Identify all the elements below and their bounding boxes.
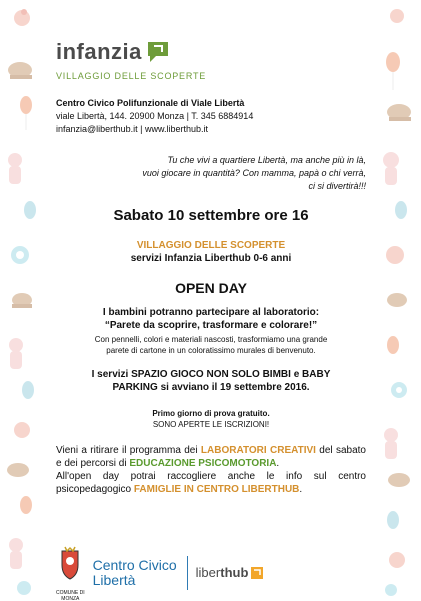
cta-text: del sabato e dei percorsi di [56, 445, 366, 469]
infanzia-logo [56, 30, 366, 81]
toy-border-left [0, 0, 50, 601]
logo-wordmark: infanzia [56, 39, 142, 64]
cta-highlight-famiglie: FAMIGLIE IN CENTRO LIBERTHUB [133, 484, 300, 495]
cta-paragraph [56, 444, 366, 470]
cta-text: . [276, 458, 280, 469]
services-start [56, 368, 366, 394]
crest-label: MONZA [61, 596, 80, 601]
lab-line: “Parete da scoprire, trasformare e colorare!” [104, 320, 318, 331]
contact-address: viale Libertà, 144. 20900 Monza | T. 345 6884914 [56, 111, 254, 121]
toy-border-right [371, 0, 421, 601]
lab-line: I bambini potranno partecipare al laboratorio: [102, 307, 320, 318]
contact-web: infanzia@liberthub.it | www.liberthub.it [56, 124, 209, 134]
monza-crest [56, 543, 85, 601]
cta-text: All'open day potrai raccogliere anche le info sul centro psicopedagogico [56, 471, 366, 495]
intro-line: vuoi giocare in quantità? Con mamma, papà o chi verrà, [142, 168, 366, 178]
enrollment-line: SONO APERTE LE ISCRIZIONI! [152, 420, 270, 429]
crest-icon [56, 543, 84, 585]
trial-info [56, 408, 366, 430]
cta-highlight-psico: EDUCAZIONE PSICOMOTORIA [129, 458, 277, 469]
centro-civico-logo [93, 558, 177, 588]
event-services: servizi Infanzia Liberthub 0-6 anni [130, 253, 292, 264]
footer-logos [56, 550, 386, 601]
liberthub-text-bold: thub [220, 565, 249, 580]
liberthub-text: liber [195, 565, 221, 580]
intro-line: Tu che vivi a quartiere Libertà, ma anche più in là, [167, 155, 366, 165]
event-date: Sabato 10 settembre ore 16 [113, 207, 309, 224]
intro-rhyme [56, 154, 366, 193]
logo-tagline: VILLAGGIO DELLE SCOPERTE [56, 71, 207, 81]
intro-line: ci si divertirà!!! [308, 181, 366, 191]
cta-highlight-labs: LABORATORI CREATIVI [200, 445, 316, 456]
event-place: VILLAGGIO DELLE SCOPERTE [136, 240, 286, 251]
event-title: OPEN DAY [175, 280, 247, 296]
contact-block [56, 97, 366, 136]
civic-line: Libertà [92, 571, 136, 588]
trial-line: Primo giorno di prova gratuito. [152, 409, 270, 418]
cta-paragraph [56, 470, 366, 496]
contact-name: Centro Civico Polifunzionale di Viale Libertà [56, 98, 245, 108]
flyer-content [56, 30, 366, 496]
services-line: PARKING si avviano il 19 settembre 2016. [112, 382, 310, 393]
services-line: I servizi SPAZIO GIOCO NON SOLO BIMBI e BABY [91, 369, 331, 380]
liberthub-logo [196, 565, 265, 580]
speech-bubble-icon [146, 40, 170, 64]
cta-text: Vieni a ritirare il programma dei [56, 445, 201, 456]
lab-heading [56, 306, 366, 332]
lab-desc-line: Con pennelli, colori e materiali nascosti, trasformiamo una grande [94, 335, 328, 344]
logo-divider [187, 556, 188, 590]
lab-description [56, 334, 366, 356]
cta-text: . [299, 484, 303, 495]
civic-line: Centro Civico [92, 556, 177, 573]
lab-desc-line: parete di cartone in un coloratissimo murales di benvenuto. [106, 346, 316, 355]
cta-block [56, 444, 366, 496]
liberthub-mark-icon [250, 566, 264, 580]
crest-label: COMUNE DI [56, 590, 85, 596]
